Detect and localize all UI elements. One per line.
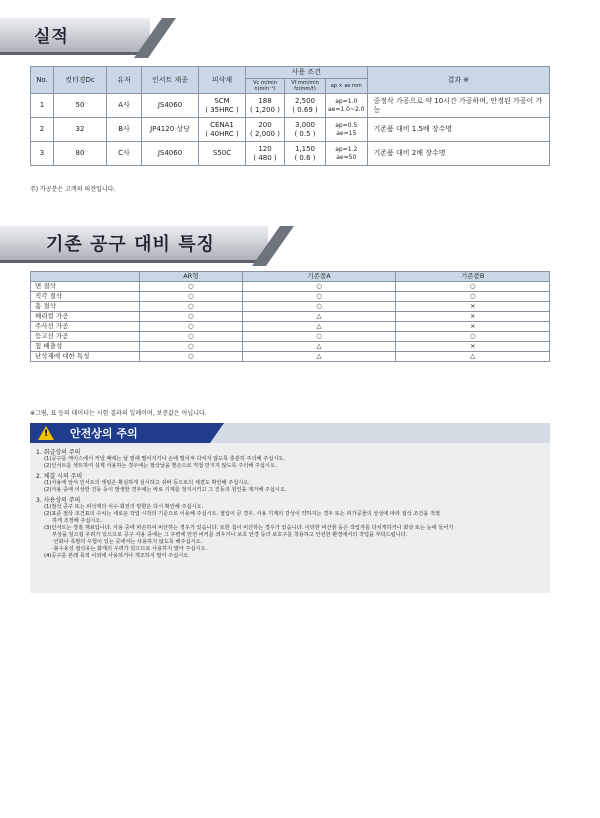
cell-result: 중정삭 가공으로 약 10시간 가공하며, 안정된 가공이 가능 [367, 94, 549, 118]
cell-a: ○ [242, 332, 396, 342]
cell-b: ○ [396, 282, 550, 292]
disclaimer: ※그림, 표 등의 데이터는 시험 결과의 일례이며, 보증값은 아닙니다. [30, 410, 207, 417]
safety-line: (1)사용에 앞서 인서트의 셋팅은 확실하게 실시하고 쉬바 등으로의 체결도 확인해 주십시오. [44, 480, 250, 486]
table-row [31, 142, 550, 166]
cell-ar: ○ [140, 312, 243, 322]
cell-b: ○ [396, 292, 550, 302]
cell-user: A사 [107, 94, 142, 118]
col-result: 결과 ※ [367, 67, 549, 94]
cell-a: △ [242, 342, 396, 352]
safety-line: 1. 취급상의 주의 [36, 449, 81, 456]
cell-vf: 2,500 ( 0.69 ) [285, 94, 326, 118]
cell-dc: 80 [54, 142, 107, 166]
cell-a: △ [242, 352, 396, 362]
safety-line: (2)인서트를 셋트하여 실제 사용하는 경우에는 절삭날을 맨손으로 직접 만지지 않도록 주의해 주십시오. [44, 463, 277, 469]
cell-result: 기존품 대비 2배 장수명 [367, 142, 549, 166]
cell-vc: 200 ( 2,000 ) [246, 118, 285, 142]
cell-a: △ [242, 312, 396, 322]
col-existing-b: 기존품B [396, 272, 550, 282]
row-label: 주사선 가공 [31, 322, 140, 332]
cell-a: ○ [242, 282, 396, 292]
cell-user: C사 [107, 142, 142, 166]
cell-no: 3 [31, 142, 54, 166]
col-diameter: 컷터경Dc [54, 67, 107, 94]
safety-line: (1)공구를 케이스에서 꺼낼 때에는 날 밑에 떨어지거나 손에 떨어져 다치지 않도록 충분히 주의해 주십시오. [44, 456, 285, 462]
cell-vf: 3,000 ( 0.5 ) [285, 118, 326, 142]
col-user: 유저 [107, 67, 142, 94]
cell-material: S50C [199, 142, 246, 166]
cell-ar: ○ [140, 332, 243, 342]
cell-ar: ○ [140, 342, 243, 352]
cell-material: CENA1 ( 40HRC ) [199, 118, 246, 142]
cell-dc: 50 [54, 94, 107, 118]
col-ar: AR형 [140, 272, 243, 282]
results-section-header [0, 18, 170, 54]
table-row [31, 118, 550, 142]
table-row [31, 322, 550, 332]
cell-vc: 188 ( 1,200 ) [246, 94, 285, 118]
features-title: 기존 공구 대비 특징 [46, 234, 215, 255]
safety-line: 부상을 일으킬 우려가 있으므로 공구 사용 중에는 그 주변에 안전 비커를 씌우거나 보호 안경 등의 보호구를 착용하고 안전한 환경에서의 작업을 부탁드립니다. [52, 532, 408, 538]
row-label: 면 절삭 [31, 282, 140, 292]
table-row [31, 282, 550, 292]
cell-vf: 1,150 ( 0.6 ) [285, 142, 326, 166]
cell-vc: 120 ( 480 ) [246, 142, 285, 166]
col-workpiece: 피삭재 [199, 67, 246, 94]
cell-ar: ○ [140, 302, 243, 312]
results-table [30, 66, 550, 166]
safety-line: (2)표준 절삭 조건표의 수치는 새로운 작업 시작의 기준으로 이용해 주십시오. 절입이 큰 경우, 사용 기계의 강성이 약하지는 경우 또는 피가공물의 상성에 따라 절삭 조건을 적절 [44, 511, 440, 517]
cell-b: × [396, 322, 550, 332]
col-insert: 인서트 재종 [142, 67, 199, 94]
col-vf: Vf mm/min fz(mm/t) [285, 78, 326, 94]
cell-ap: ap=1.2 ae=50 [326, 142, 368, 166]
cell-ap: ap=1.0 ae=1.0~2.0 [326, 94, 368, 118]
safety-line: ·인화나 폭발의 우험이 있는 곳에서는 사용하지 않도록 해주십시오. [52, 539, 203, 545]
cell-b: × [396, 312, 550, 322]
results-title: 실적 [34, 27, 69, 47]
table-row [31, 352, 550, 362]
table-row [31, 302, 550, 312]
safety-line: (2)사용 중에 이상한 진동 등이 발생한 경우에는 바로 기계를 정지시키고 그 진동의 원인을 제거해 주십시오. [44, 487, 287, 493]
cell-ap: ap=0.5 ae=15 [326, 118, 368, 142]
cell-a: △ [242, 322, 396, 332]
safety-line: (3)인서트는 경질 재료입니다. 사용 중에 파손하여 비산하는 경우가 있습니다. 또한 칩이 비산하는 경우가 있습니다. 이러한 비산물 등은 작업자를 다치게하거나 화상 또는 눈에 들어가 [44, 525, 454, 531]
safety-line: (4)공구를 본래 목적 이외에 사용하거나 개조하지 말아 주십시오. [44, 553, 190, 559]
cell-no: 1 [31, 94, 54, 118]
col-feature [31, 272, 140, 282]
row-label: 등고선 가공 [31, 332, 140, 342]
cell-ar: ○ [140, 322, 243, 332]
cell-ar: ○ [140, 282, 243, 292]
cell-insert: JP4120 상당 [142, 118, 199, 142]
cell-b: △ [396, 352, 550, 362]
cell-ar: ○ [140, 352, 243, 362]
safety-title: 안전상의 주의 [70, 427, 138, 440]
warning-icon: ! [38, 426, 54, 440]
safety-line: (1)절삭 공구 또는 피삭재의 치수·회전의 방향은 다시 확인해 주십시오. [44, 504, 204, 510]
col-existing-a: 기존품A [242, 272, 396, 282]
cell-no: 2 [31, 118, 54, 142]
col-vc: Vc m/min n(min⁻¹) [246, 78, 285, 94]
safety-line: 하게 조정해 주십시오. [52, 518, 103, 524]
table-row [31, 312, 550, 322]
safety-header [30, 423, 550, 443]
cell-b: ○ [396, 332, 550, 342]
cell-user: B사 [107, 118, 142, 142]
row-label: 직각 절삭 [31, 292, 140, 302]
safety-body [30, 443, 550, 593]
col-ap: ap × ae mm [326, 78, 368, 94]
cell-ar: ○ [140, 292, 243, 302]
cell-material: SCM ( 35HRC ) [199, 94, 246, 118]
cell-b: × [396, 302, 550, 312]
features-section-header [0, 226, 290, 262]
table-row [31, 94, 550, 118]
table-row [31, 292, 550, 302]
cell-insert: JS4060 [142, 94, 199, 118]
row-label: 칩 배출성 [31, 342, 140, 352]
results-note: 주) 가공분은 고객의 의견입니다. [30, 186, 116, 193]
row-label: 홈 절삭 [31, 302, 140, 312]
safety-line: 2. 체결 시의 주의 [36, 473, 83, 480]
table-row [31, 342, 550, 352]
comparison-table [30, 271, 550, 362]
table-row [31, 332, 550, 342]
col-conditions: 사용 조건 [246, 67, 368, 79]
row-label: 난삭재에 대한 특성 [31, 352, 140, 362]
safety-line: ·불수용성 절삭유는 화재의 우려가 있으므로 사용하지 말아 주십시오. [52, 546, 208, 552]
cell-insert: JS4060 [142, 142, 199, 166]
cell-result: 기존품 대비 1.5배 장수명 [367, 118, 549, 142]
safety-line: 3. 사용상의 주의 [36, 497, 81, 504]
col-no: No. [31, 67, 54, 94]
cell-a: ○ [242, 292, 396, 302]
row-label: 헤리컬 가공 [31, 312, 140, 322]
cell-a: ○ [242, 302, 396, 312]
cell-dc: 32 [54, 118, 107, 142]
cell-b: × [396, 342, 550, 352]
